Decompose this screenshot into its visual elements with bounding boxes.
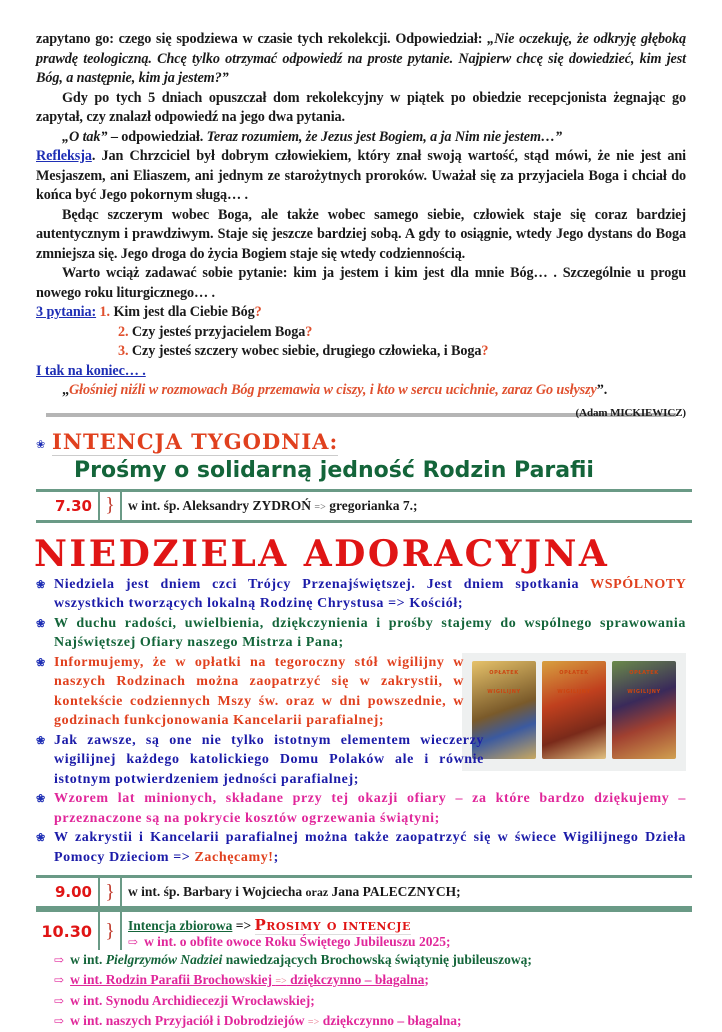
intention-item: ⇨ w int. Rodzin Parafii Brochowskiej => dziękczynno – błagalna; bbox=[54, 972, 429, 987]
oplatek-card-image: OPŁATEK WIGILIJNY bbox=[612, 661, 676, 759]
intention-item: ⇨ w int. naszych Przyjaciół i Dobrodziejów => dziękczynno – błagalna; bbox=[54, 1013, 462, 1028]
mass-time: 9.00 bbox=[36, 878, 100, 906]
mass-row-730 bbox=[36, 489, 692, 523]
flower-bullet-icon: ❀ bbox=[36, 832, 46, 844]
arrow-right-icon: ⇨ bbox=[54, 994, 65, 1008]
arrow-right-icon: ⇨ bbox=[54, 973, 65, 987]
announcement-item: ❀ W zakrystii i Kancelarii parafialnej można także zaopatrzyć się w świece Wigilijnego Dzieła Pomocy Dzieciom => Zachęcamy!; bbox=[36, 830, 686, 865]
questions-label-link[interactable]: 3 pytania: bbox=[36, 304, 97, 320]
paragraph: „O tak” – odpowiedział. Teraz rozumiem, że Jezus jest Bogiem, a ja Nim nie jestem…” bbox=[62, 128, 562, 145]
paragraph: Będąc szczerym wobec Boga, ale także wobec samego siebie, człowiek staje się coraz bardziej autentycznym i prawdziwym. Staje się jeszcze bardziej sobą. A gdy to osiągnie, wtedy Jego dystans do Boga zmniejsza się. Jego droga do życia Bogiem staje się wtedy codziennością. bbox=[36, 206, 686, 262]
arrow-right-icon: ⇨ bbox=[128, 935, 139, 949]
mass-row-900 bbox=[36, 875, 692, 909]
arrow-icon: => bbox=[314, 501, 326, 513]
announcement-item: ❀ Informujemy, że w opłatki na tegoroczny stół wigilijny w naszych Rodzinach można zaopatrzyć się w zakrystii, w kontekście codziennych Mszy św. oraz w dni powszednie, w godzinach funkcjonowania Kancelarii parafialnej; bbox=[36, 654, 464, 728]
article-body bbox=[36, 30, 686, 419]
closing-quote: „Głośniej niźli w rozmowach Bóg przemawia w ciszy, i kto w sercu ucichnie, zaraz Go usłyszy”. (Adam MICKIEWICZ) bbox=[36, 381, 686, 401]
bulletin-page bbox=[36, 30, 686, 1032]
question-3: 3. Czy jesteś szczery wobec siebie, drugiego człowieka, i Boga? bbox=[118, 343, 489, 359]
flower-bullet-icon: ❀ bbox=[36, 439, 46, 452]
arrow-right-icon: ⇨ bbox=[54, 1014, 65, 1028]
brace-icon: } bbox=[100, 878, 122, 906]
oplatki-image bbox=[462, 653, 686, 771]
announcement-item: ❀ W duchu radości, uwielbienia, dziękczynienia i prośby stajemy do wspólnego sprawowania Najświętszej Ofiary naszego Mistrza i Pana; bbox=[36, 615, 686, 650]
question-2: 2. Czy jesteś przyjacielem Boga? bbox=[118, 323, 313, 340]
brace-icon: } bbox=[100, 492, 122, 520]
paragraph: zapytano go: czego się spodziewa w czasie tych rekolekcji. Odpowiedział: „Nie oczekuję, że odkryję głęboką prawdę teologiczną. Chcę tylko otrzymać odpowiedź na proste pytanie. Najpierw chcę się dowiedzieć, kim jest Bóg, a następnie, kim ja jestem?” bbox=[36, 31, 686, 86]
oplatek-card-image: OPŁATEK WIGILIJNY bbox=[542, 661, 606, 759]
flower-bullet-icon: ❀ bbox=[36, 734, 46, 747]
paragraph: Warto wciąż zadawać sobie pytanie: kim ja jestem i kim jest dla mnie Bóg… . Szczególnie u progu nowego roku liturgicznego… . bbox=[36, 265, 686, 301]
flower-bullet-icon: ❀ bbox=[36, 617, 46, 630]
oplatek-card-image: OPŁATEK WIGILIJNY bbox=[472, 661, 536, 759]
intencja-zbiorowa-link[interactable]: Intencja zbiorowa bbox=[128, 918, 233, 933]
mass-intention: w int. śp. Barbary i Wojciecha oraz Jana PALECZNYCH; bbox=[128, 884, 461, 899]
refleksja-link[interactable]: Refleksja bbox=[36, 148, 92, 164]
arrow-right-icon: ⇨ bbox=[54, 953, 65, 967]
intention-item: ⇨ w int. Synodu Archidiecezji Wrocławskiej; bbox=[54, 993, 315, 1008]
mass-time: 7.30 bbox=[36, 492, 100, 520]
mass-intention: w int. śp. Aleksandry ZYDROŃ => gregorianka 7.; bbox=[128, 497, 418, 513]
flower-bullet-icon: ❀ bbox=[36, 793, 46, 805]
intention-list bbox=[36, 950, 686, 1032]
announcement-with-image bbox=[36, 653, 686, 790]
question-1: 3 pytania: 1. Kim jest dla Ciebie Bóg? bbox=[36, 304, 262, 320]
intencja-subtitle: Prośmy o solidarną jedność Rodzin Parafii bbox=[74, 457, 594, 483]
mass-row-1030 bbox=[36, 909, 692, 950]
intention-link[interactable]: w int. Rodzin Parafii Brochowskiej => dziękczynno – błagalna bbox=[70, 972, 425, 987]
intencja-title: INTENCJA TYGODNIA: bbox=[52, 428, 339, 454]
quote-author: (Adam MICKIEWICZ) bbox=[575, 406, 686, 419]
announcement-item: ❀ Niedziela jest dniem czci Trójcy Przenajświętszej. Jest dniem spotkania WSPÓLNOTY wszystkich tworzących lokalną Rodzinę Chrystusa => Kościół; bbox=[36, 576, 686, 611]
ending bbox=[36, 362, 686, 382]
intencja-section bbox=[36, 429, 686, 483]
announcement-item: ❀ Jak zawsze, są one nie tylko istotnym elementem wieczerzy wigilijnej każdego katolickiego Domu Polaków ale i równie istotnym potwierdzeniem jedności parafialnej; bbox=[36, 732, 484, 787]
ending-link[interactable]: I tak na koniec… . bbox=[36, 362, 146, 379]
announcements bbox=[36, 575, 686, 868]
niedziela-title: NIEDZIELA ADORACYJNA bbox=[34, 532, 610, 575]
mass-time: 10.30 bbox=[36, 912, 100, 950]
flower-bullet-icon: ❀ bbox=[36, 578, 46, 591]
brace-icon: } bbox=[100, 912, 122, 950]
paragraph: Refleksja. Jan Chrzciciel był dobrym człowiekiem, który znał swoją wartość, stąd mówi, że nie jest ani Mesjaszem, ani Eliaszem, ani jednym ze starożytnych proroków. Uważał się za przyjaciela Boga i chciał do końca być Jego pokornym sługą… . bbox=[36, 148, 686, 203]
mass-intention: Intencja zbiorowa => Prosimy o intencje ⇨ w int. o obfite owoce Roku Świętego Jubileuszu 2025; bbox=[128, 916, 451, 949]
intention-item: ⇨ w int. Pielgrzymów Nadziei nawiedzających Brochowską świątynię jubileuszową; bbox=[54, 952, 532, 967]
flower-bullet-icon: ❀ bbox=[36, 656, 46, 669]
paragraph: Gdy po tych 5 dniach opuszczał dom rekolekcyjny w piątek po obiedzie recepcjonista żegnając go zapytał, czy znalazł odpowiedź na jego dwa pytania. bbox=[36, 89, 686, 125]
quote-italic: „Nie oczekuję, że odkryję głęboką prawdę teologiczną. Chcę tylko otrzymać odpowiedź na proste pytanie. Najpierw chcę się dowiedzieć, kim jest Bóg, a następnie, kim ja jestem?” bbox=[36, 31, 686, 86]
prosimy-heading: Prosimy o intencje bbox=[254, 916, 411, 934]
announcement-item: ❀ Wzorem lat minionych, składane przy tej okazji ofiary – za które bardzo dziękujemy – przeznaczone są na pokrycie kosztów ogrzewania świątyni; bbox=[36, 791, 686, 826]
